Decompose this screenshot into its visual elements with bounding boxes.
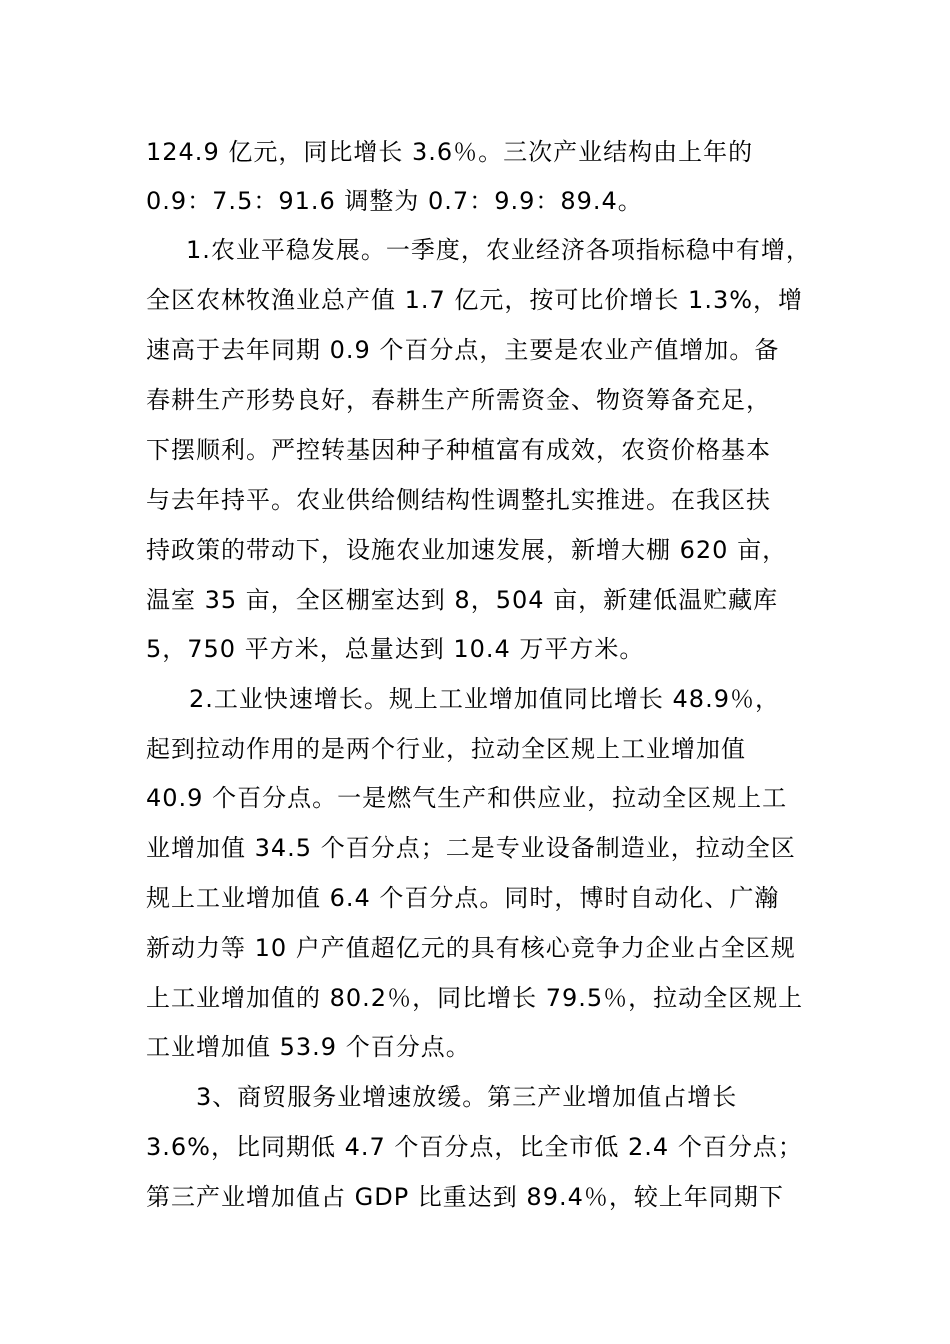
text-line: 速高于去年同期 0.9 个百分点，主要是农业产值增加。备 [146,336,780,364]
paragraph-services-start: 3、商贸服务业增速放缓。第三产业增加值占增长 [196,1083,738,1111]
text-line: 持政策的带动下，设施农业加速发展，新增大棚 620 亩， [146,536,788,564]
text-line: 40.9 个百分点。一是燃气生产和供应业，拉动全区规上工 [146,784,788,812]
text-line: 0.9：7.5：91.6 调整为 0.7：9.9：89.4。 [146,187,643,215]
text-line: 全区农林牧渔业总产值 1.7 亿元，按可比价增长 1.3%，增 [146,286,804,314]
text-line: 下摆顺利。严控转基因种子种植富有成效，农资价格基本 [146,436,771,464]
text-line: 第三产业增加值占 GDP 比重达到 89.4％，较上年同期下 [146,1183,784,1211]
text-line: 5，750 平方米，总量达到 10.4 万平方米。 [146,635,645,663]
text-line: 业增加值 34.5 个百分点；二是专业设备制造业，拉动全区 [146,834,796,862]
text-line: 温室 35 亩，全区棚室达到 8，504 亩，新建低温贮藏库 [146,586,779,614]
paragraph-industry-start: 2.工业快速增长。规上工业增加值同比增长 48.9％， [189,685,780,713]
text-line: 与去年持平。农业供给侧结构性调整扎实推进。在我区扶 [146,486,771,514]
text-line: 新动力等 10 户产值超亿元的具有核心竞争力企业占全区规 [146,934,796,962]
text-line: 起到拉动作用的是两个行业，拉动全区规上工业增加值 [146,735,746,763]
text-line: 规上工业增加值 6.4 个百分点。同时，博时自动化、广瀚 [146,884,780,912]
text-line: 春耕生产形势良好，春耕生产所需资金、物资筹备充足， [146,386,771,414]
text-line: 124.9 亿元，同比增长 3.6％。三次产业结构由上年的 [146,138,754,166]
text-line: 上工业增加值的 80.2％，同比增长 79.5％，拉动全区规上 [146,984,804,1012]
paragraph-agriculture-start: 1.农业平稳发展。一季度，农业经济各项指标稳中有增， [186,236,811,264]
text-line: 工业增加值 53.9 个百分点。 [146,1033,471,1061]
text-line: 3.6%，比同期低 4.7 个百分点，比全市低 2.4 个百分点； [146,1133,803,1161]
